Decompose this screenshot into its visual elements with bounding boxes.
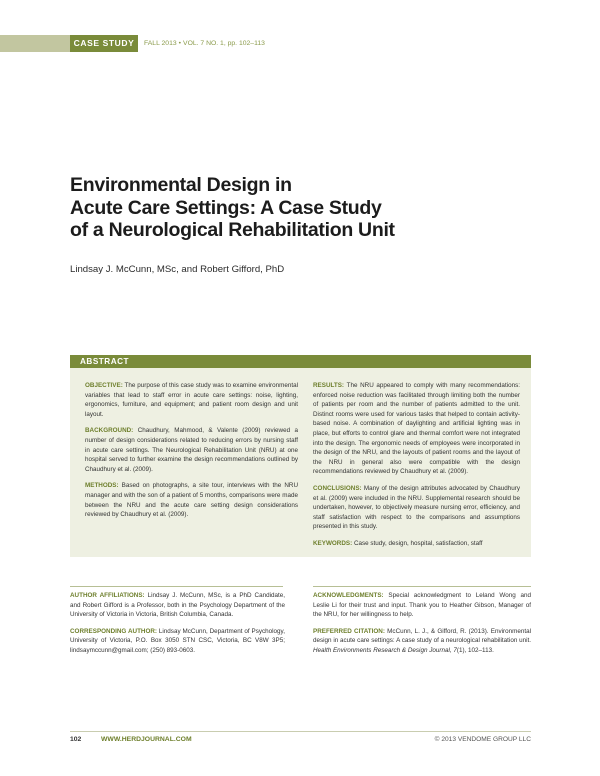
back-matter-right: [313, 591, 531, 663]
affiliations-text: Lindsay J. McCunn, MSc, is a PhD Candidate, and Robert Gifford is a Professor, both in the Psychology Department of the University of Victoria in Victoria, British Columbia, Canada.: [70, 592, 285, 619]
methods-text: Based on photographs, a site tour, interviews with the NRU manager and with the son of a patient of 5 months, comparisons were made between the NRU and the acute care setting design considerations reviewed by Chaudhury et al. (2009).: [85, 482, 299, 519]
issue-volume: VOL. 7 NO. 1, pp. 102–113: [183, 40, 265, 47]
background-text: Chaudhury, Mahmood, & Valente (2009) reviewed a number of design considerations related to reducing errors by nursing staff in acute care settings. The Neurological Rehabilitation Unit (NRU) at one hospital served to further examine the design recommendations outlined by Chaudhury et al. (2009).: [85, 427, 299, 473]
corresponding-text: Lindsay McCunn, Department of Psychology, University of Victoria, P.O. Box 3050 STN CSC, Victoria, BC V8W 3P5; lindsaymccunn@gmail.com; (250) 893-0603.: [70, 627, 285, 654]
methods-label: METHODS:: [85, 482, 119, 490]
keywords-text: Case study, design, hospital, satisfaction, staff: [353, 539, 483, 547]
separator-dot: •: [178, 40, 182, 47]
abstract-column-left: [85, 381, 298, 527]
keywords-label: KEYWORDS:: [313, 539, 353, 547]
section-divider: [313, 586, 531, 587]
affiliations-label: AUTHOR AFFILIATIONS:: [70, 592, 145, 599]
title-line: Environmental Design in: [70, 174, 292, 196]
abstract-keywords: [313, 539, 520, 549]
author-list: Lindsay J. McCunn, MSc, and Robert Gifford, PhD: [70, 264, 285, 275]
abstract-background: [85, 426, 298, 474]
header-accent-bar: [0, 35, 70, 52]
abstract-heading: ABSTRACT: [70, 355, 531, 368]
section-divider: [70, 586, 283, 587]
objective-label: OBJECTIVE:: [85, 382, 123, 389]
citation-text: McCunn, L. J., & Gifford, R. (2013). Environmental design in acute care settings: A case study of a neurological rehabilitation unit.: [313, 627, 532, 645]
citation-label: PREFERRED CITATION:: [313, 627, 385, 635]
journal-url-link[interactable]: WWW.HERDJOURNAL.COM: [101, 736, 192, 743]
abstract-methods: [85, 481, 298, 519]
author-affiliations: [70, 591, 285, 620]
article-title: [70, 174, 490, 242]
corresponding-label: CORRESPONDING AUTHOR:: [70, 627, 158, 635]
results-label: RESULTS:: [313, 382, 345, 389]
copyright-notice: © 2013 VENDOME GROUP LLC: [434, 736, 531, 743]
abstract-column-right: [313, 381, 520, 556]
preferred-citation: [313, 627, 531, 656]
citation-pages: (1), 102–113.: [456, 646, 494, 654]
corresponding-author: [70, 627, 285, 656]
footer-divider: [70, 731, 531, 732]
acknowledgments-text: Special acknowledgment to Leland Wong and Leslie Li for their trust and input. Thank you to Heather Gibson, Manager of the NRU, for her willingness to help.: [313, 592, 531, 619]
title-line: Acute Care Settings: A Case Study: [70, 196, 382, 219]
results-text: The NRU appeared to comply with many recommendations: enforced noise reduction was facilitated through limiting both the number of patients per room and the number of patients admitted to the unit. Distinct rooms were used for various tasks that helped to contain activity-based noise. A combination of daylighting and artificial lighting was in place, but efforts to control glare and thermal comfort were not integrated into the design. The ergonomic needs of employees were incorporated in the design of the NRU, and the layouts of patient rooms and the layout of the NRU in general also were compatible with the design recommendations reviewed by Chaudhury et al. (2009).: [313, 382, 520, 476]
title-line: of a Neurological Rehabilitation Unit: [70, 219, 395, 241]
issue-season: FALL 2013: [144, 40, 177, 47]
objective-text: The purpose of this case study was to examine environmental variables that lead to staff error in acute care settings: noise, lighting, ergonomics, furniture, and equipment; and patient room design and unit layout.: [85, 382, 299, 418]
abstract-conclusions: [313, 484, 520, 532]
conclusions-label: CONCLUSIONS:: [313, 484, 362, 492]
background-label: BACKGROUND:: [85, 427, 134, 435]
acknowledgments: [313, 591, 531, 620]
section-tag: CASE STUDY: [70, 35, 138, 52]
abstract-objective: [85, 381, 298, 419]
citation-journal: Health Environments Research & Design Journal, 7: [313, 646, 457, 654]
acknowledgments-label: ACKNOWLEDGMENTS:: [313, 592, 384, 599]
page-number: 102: [70, 736, 82, 743]
conclusions-text: Many of the design attributes advocated by Chaudhury et al. (2009) were included in the NRU. Supplemental research should be undertaken, however, to objectively measure nursing error, efficiency, and staff satisfaction with respect to the comparisons and assumptions presented in this study.: [313, 484, 520, 531]
issue-info: [144, 35, 265, 52]
back-matter-left: [70, 591, 285, 663]
abstract-results: [313, 381, 520, 477]
